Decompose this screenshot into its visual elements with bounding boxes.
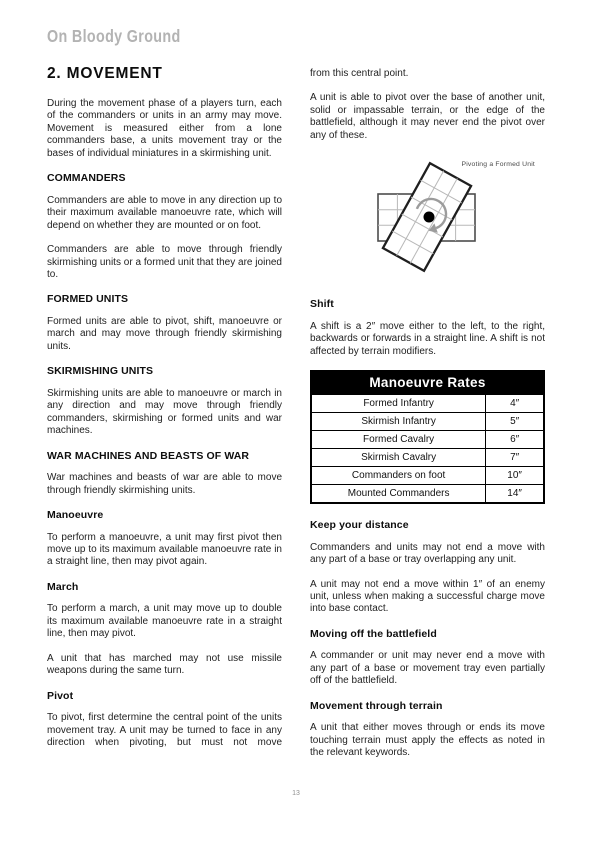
table-row	[311, 449, 544, 467]
paragraph: A shift is a 2″ move either to the left, to the right, backwards or forwards in a straight line. A shift is not affected by terrain modifiers.	[310, 320, 545, 357]
paragraph: Commanders are able to move through friendly skirmishing units or a formed unit that they are joined to.	[47, 244, 282, 281]
section-heading: Movement through terrain	[310, 699, 443, 712]
right-column	[310, 59, 545, 772]
section-heading: FORMED UNITS	[47, 293, 129, 306]
pivot-diagram	[310, 154, 545, 292]
section-heading: March	[47, 580, 79, 593]
paragraph: A unit that has marched may not use missile weapons during the same turn.	[47, 652, 282, 677]
paragraph: To perform a manoeuvre, a unit may first pivot then move up to its maximum available manoeuvre rate in a straight line, then may pivot again.	[47, 531, 282, 568]
paragraph: A unit that either moves through or ends its move touching terrain must apply the effects as noted in the relevant keywords.	[310, 722, 545, 759]
paragraph: from this central point.	[310, 68, 409, 79]
paragraph: A unit may not end a move within 1″ of an enemy unit, unless when making a successful charge move into base contact.	[310, 578, 545, 615]
paragraph: A commander or unit may never end a move with any part of a base or movement tray even partially off of the battlefield.	[310, 650, 545, 687]
section-heading: Pivot	[47, 689, 74, 702]
section-heading: Moving off the battlefield	[310, 627, 437, 640]
manoeuvre-rates-table	[310, 370, 545, 504]
page-title: 2. MOVEMENT	[47, 65, 163, 82]
left-column	[47, 59, 282, 750]
section-heading: Manoeuvre	[47, 509, 104, 522]
unit-cell: Mounted Commanders	[311, 485, 486, 504]
paragraph: A unit is able to pivot over the base of another unit, solid or impassable terrain, or the edge of the battlefield, although it may never end the pivot over any of these.	[310, 92, 545, 141]
paragraph: During the movement phase of a players turn, each of the commanders or units in an army may move. Movement is measured either from a lone commanders base, a units movement tray or the bases of individual miniatures in a skirmishing unit.	[47, 98, 282, 159]
right-column-text-top	[310, 68, 545, 142]
table-title: Manoeuvre Rates	[311, 371, 544, 395]
left-column-text	[47, 98, 282, 750]
paragraph: War machines and beasts of war are able to move through friendly skirmishing units.	[47, 472, 282, 496]
pivot-point-dot	[424, 212, 435, 223]
rate-cell: 14″	[486, 485, 544, 504]
section-heading: Keep your distance	[310, 519, 409, 532]
unit-cell: Skirmish Cavalry	[311, 449, 486, 467]
table-row	[311, 485, 544, 504]
section-heading: SKIRMISHING UNITS	[47, 365, 154, 378]
paragraph: To perform a march, a unit may move up to double its maximum available manoeuvre rate in a straight line, then may pivot.	[47, 603, 282, 640]
page-number: 13	[292, 790, 300, 797]
unit-cell: Commanders on foot	[311, 467, 486, 485]
section-heading: WAR MACHINES AND BEASTS OF WAR	[47, 449, 250, 462]
right-column-text-middle	[310, 298, 545, 358]
paragraph: To pivot, first determine the central point of the units movement tray. A unit may be turned to face in any direction when pivoting, but must not move	[47, 712, 282, 749]
paragraph: Commanders are able to move in any direction up to their maximum available manoeuvre rate, which will depend on whether they are mounted or on foot.	[47, 194, 282, 231]
paragraph: Skirmishing units are able to manoeuvre or march in any direction and may move through friendly commanders, skirmishing or formed units and war machines.	[47, 387, 282, 437]
section-heading: COMMANDERS	[47, 172, 126, 185]
rate-cell: 4″	[486, 395, 544, 413]
table-row	[311, 431, 544, 449]
pivot-diagram-svg	[310, 154, 545, 292]
unit-cell: Skirmish Infantry	[311, 413, 486, 431]
table-header-row	[311, 371, 544, 395]
paragraph: Formed units are able to pivot, shift, manoeuvre or march and may move through friendly skirmishing units.	[47, 315, 282, 352]
two-column-layout	[47, 59, 545, 772]
rate-cell: 5″	[486, 413, 544, 431]
unit-cell: Formed Cavalry	[311, 431, 486, 449]
rate-cell: 10″	[486, 467, 544, 485]
right-column-text-bottom	[310, 519, 545, 759]
paragraph: Commanders and units may not end a move with any part of a base or tray overlapping any unit.	[310, 541, 545, 566]
diagram-caption: Pivoting a Formed Unit	[461, 161, 535, 169]
table-row	[311, 395, 544, 413]
rate-cell: 6″	[486, 431, 544, 449]
unit-cell: Formed Infantry	[311, 395, 486, 413]
document-header: On Bloody Ground	[47, 26, 181, 46]
table-row	[311, 413, 544, 431]
section-heading: Shift	[310, 298, 334, 311]
table-row	[311, 467, 544, 485]
rate-cell: 7″	[486, 449, 544, 467]
